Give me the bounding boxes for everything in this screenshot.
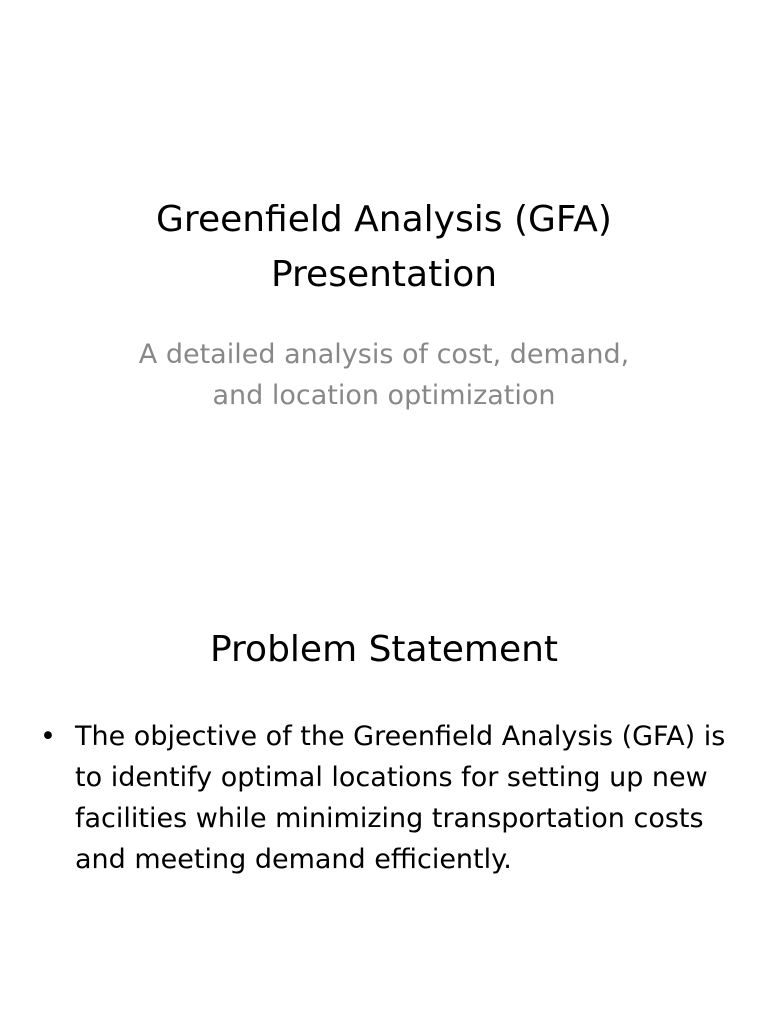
bullet-item: [38, 716, 738, 880]
slide-subtitle: [0, 334, 768, 416]
problem-statement-slide: [0, 576, 768, 1024]
bullet-icon: •: [40, 721, 56, 752]
slide-title-line: Greenfield Analysis (GFA): [156, 199, 612, 240]
bullet-text: The objective of the Greenfield Analysis (GFA) is to identify optimal locations for setting up new facilities while minimizing transportation costs and meeting demand efficiently.: [75, 721, 726, 875]
slide-title: [0, 192, 768, 302]
slide-subtitle-line: A detailed analysis of cost, demand,: [138, 339, 630, 370]
slide-heading: Problem Statement: [209, 629, 559, 670]
slide-subtitle-line: and location optimization: [212, 380, 556, 411]
bullet-list: [38, 716, 738, 880]
slide-title-line: Presentation: [270, 254, 498, 295]
